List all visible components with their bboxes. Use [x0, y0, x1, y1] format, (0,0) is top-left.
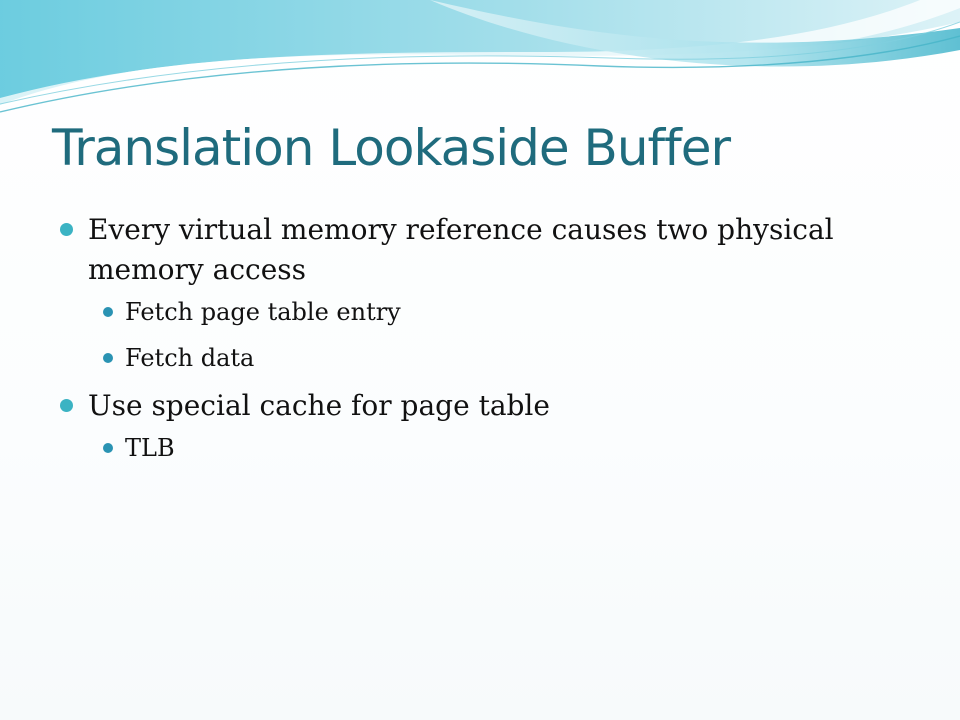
sub-bullet-item	[88, 340, 920, 376]
sub-bullet-text: TLB	[125, 434, 175, 462]
bullet-text: Every virtual memory reference causes two physical memory access	[88, 213, 834, 286]
bullet-text: Use special cache for page table	[88, 389, 550, 422]
bullet-dot-icon	[60, 399, 73, 412]
sub-bullet-text: Fetch data	[125, 344, 255, 372]
bullet-item	[60, 386, 920, 466]
sub-bullet-dot-icon	[103, 307, 113, 317]
sub-bullet-list	[88, 430, 920, 466]
header-wave-decoration	[0, 0, 960, 120]
bullet-list	[60, 210, 920, 476]
sub-bullet-item	[88, 294, 920, 330]
bullet-dot-icon	[60, 223, 73, 236]
sub-bullet-text: Fetch page table entry	[125, 298, 401, 326]
sub-bullet-list	[88, 294, 920, 376]
sub-bullet-dot-icon	[103, 353, 113, 363]
sub-bullet-item	[88, 430, 920, 466]
slide-title: Translation Lookaside Buffer	[52, 119, 731, 177]
bullet-item	[60, 210, 920, 376]
sub-bullet-dot-icon	[103, 443, 113, 453]
